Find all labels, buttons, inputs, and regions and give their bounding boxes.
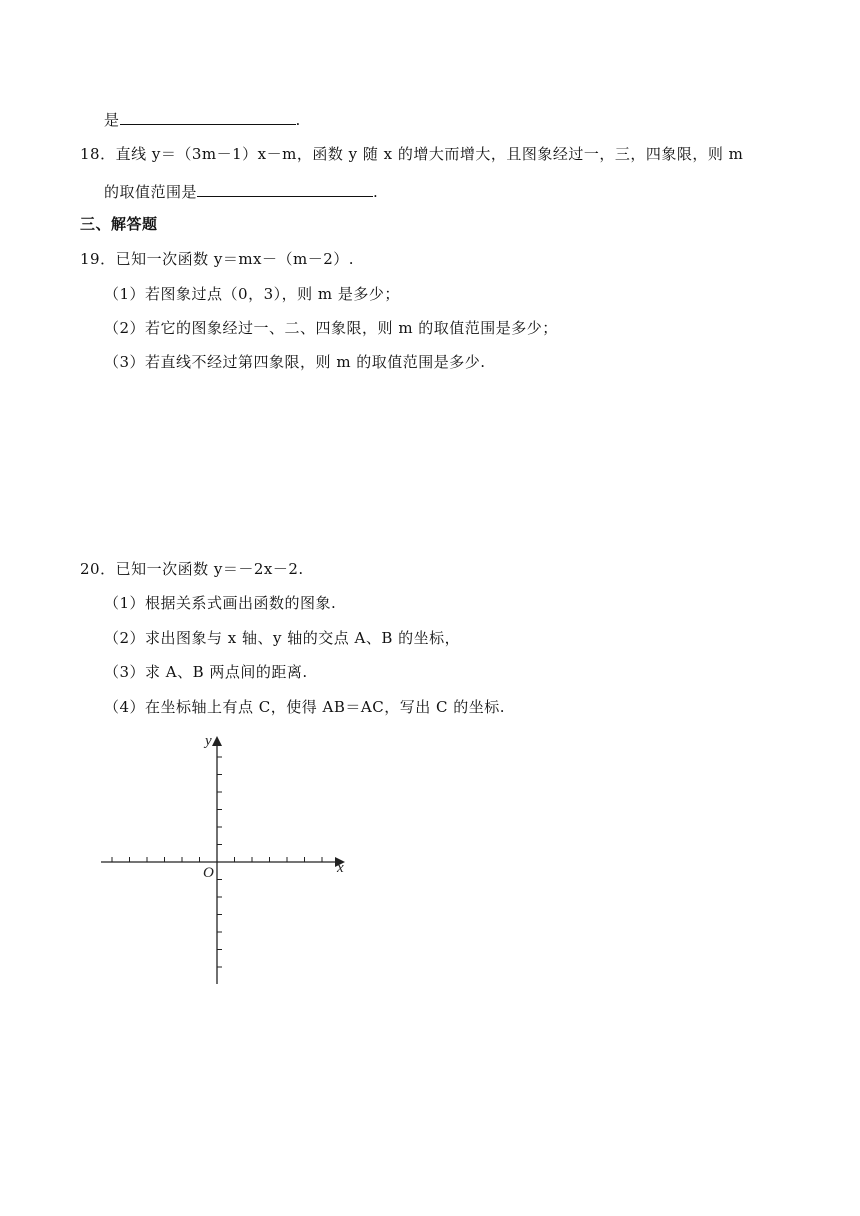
section-title: 三、解答题 — [80, 215, 158, 233]
q18-suffix: . — [373, 183, 379, 201]
q18-answer-blank[interactable] — [197, 180, 373, 197]
q20-stem: 20．已知一次函数 y＝－2x－2. — [80, 560, 304, 578]
q20-part-1: （1）根据关系式画出函数的图象. — [104, 594, 337, 612]
q20-part-2: （2）求出图象与 x 轴、y 轴的交点 A、B 的坐标， — [104, 629, 461, 647]
q20-part-3: （3）求 A、B 两点间的距离. — [104, 663, 308, 681]
q18-prefix: 的取值范围是 — [104, 183, 198, 201]
q19-part-1: （1）若图象过点（0，3），则 m 是多少； — [104, 285, 400, 303]
x-axis-label: x — [337, 860, 344, 876]
origin-label: O — [203, 865, 214, 881]
q17-suffix: . — [295, 111, 301, 129]
q17-answer-blank[interactable] — [120, 108, 296, 125]
q17-answer-line — [104, 108, 301, 130]
q19-part-3: （3）若直线不经过第四象限，则 m 的取值范围是多少. — [104, 353, 486, 371]
q18-answer-line — [104, 180, 378, 202]
q19-stem: 19．已知一次函数 y＝mx－（m－2）. — [80, 250, 355, 268]
q17-prefix: 是 — [104, 111, 120, 129]
y-axis-label: y — [205, 733, 212, 749]
q19-part-2: （2）若它的图象经过一、二、四象限，则 m 的取值范围是多少； — [104, 319, 558, 337]
q20-part-4: （4）在坐标轴上有点 C，使得 AB＝AC，写出 C 的坐标. — [104, 698, 506, 716]
q18-stem: 18．直线 y＝（3m－1）x－m，函数 y 随 x 的增大而增大，且图象经过一，三，四象限，则 m — [80, 145, 744, 163]
y-axis-arrow-icon — [212, 736, 222, 746]
coordinate-axes — [95, 728, 355, 992]
